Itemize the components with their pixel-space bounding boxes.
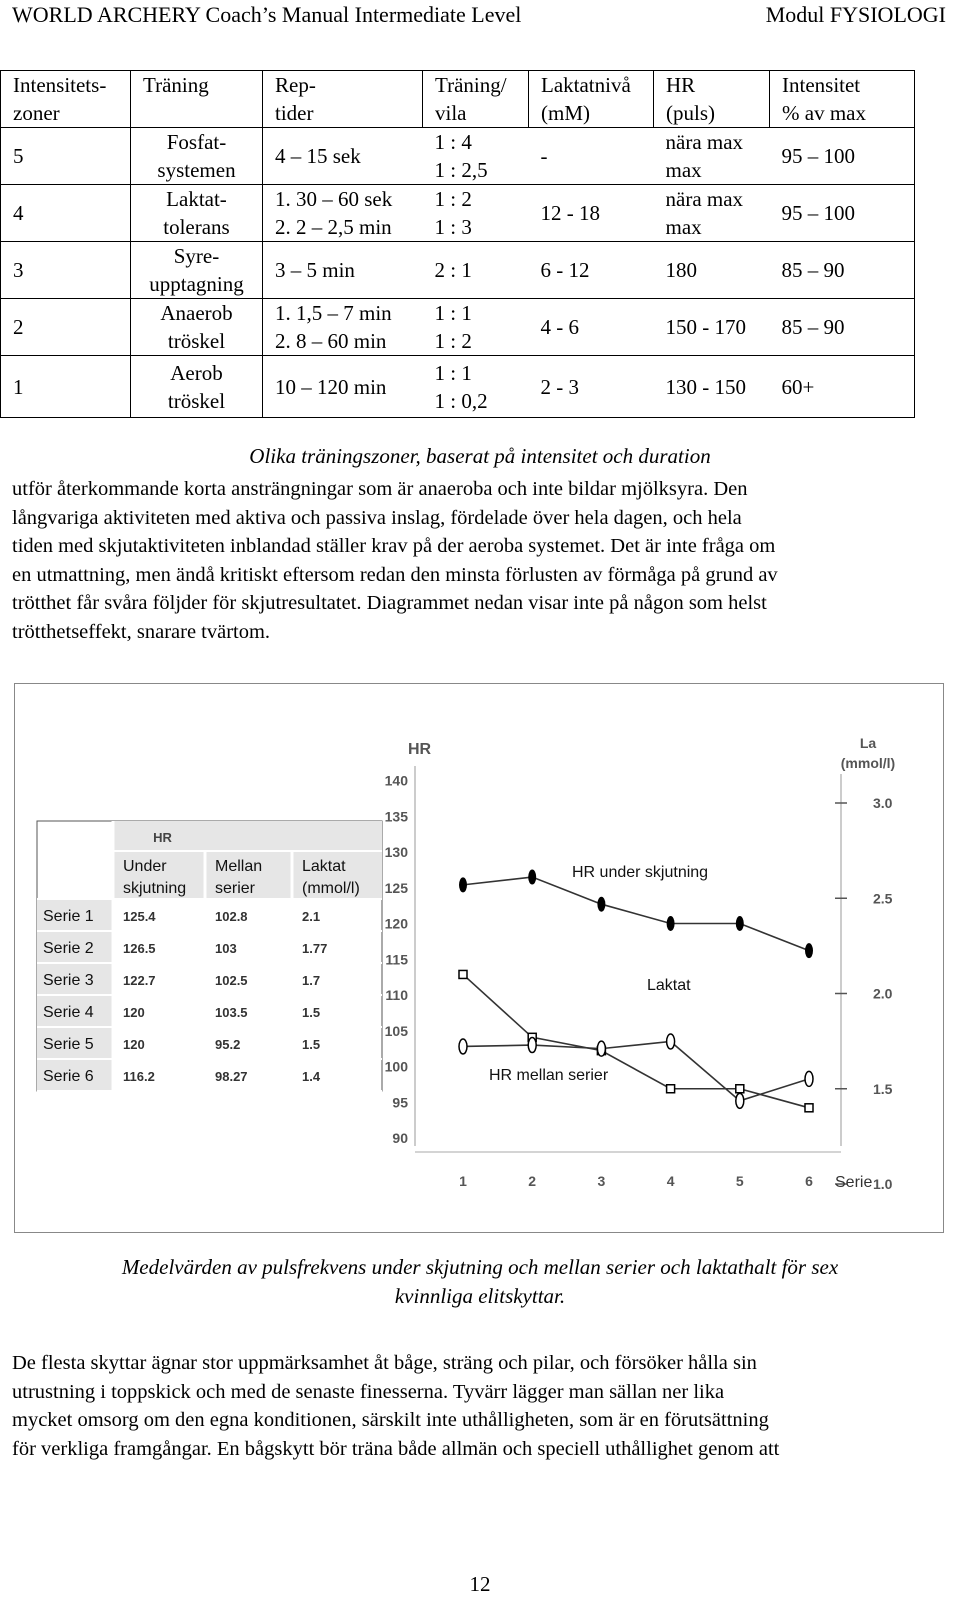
rep-cell [263,299,423,356]
rest-cell [423,299,529,356]
x-axis-tick: 3 [597,1173,606,1189]
zones-header-text: (puls) [666,101,715,125]
cell-text: Syre- [173,244,220,268]
hr-between-point [597,1041,605,1056]
paragraph2-line: för verkliga framgångar. En bågskytt bör träna både allmän och speciell uthållighet genom att [12,1437,780,1460]
page-header [0,0,960,28]
zones-table-caption: Olika träningszoner, baserat på intensitet och duration [249,444,711,468]
figure-table-cell: 95.2 [215,1037,241,1052]
zones-header-text: vila [435,101,467,125]
x-axis-tick: 1 [459,1173,467,1189]
zones-header-text: Träning [143,73,209,97]
paragraph-1 [12,475,948,647]
hr-cell [654,185,770,242]
zone-cell: 1 [1,356,131,418]
training-cell [131,185,263,242]
header-module: Modul FYSIOLOGI [765,2,946,27]
intensity-cell: 60+ [770,356,915,418]
figure-table-cell: 125.4 [123,909,156,924]
zone-cell: 4 [1,185,131,242]
lactate-point [805,1104,813,1112]
cell-text: 1 : 2 [434,187,472,211]
figure-table-cell: 116.2 [123,1069,155,1084]
figure-table-cell: 120 [123,1005,145,1020]
cell-text: max [665,215,702,239]
figure-table-cell: 102.8 [215,909,248,924]
cell-text: nära max [665,130,744,154]
figure_caption-line: kvinnliga elitskyttar. [394,1284,566,1308]
zones-header-cell [423,71,529,128]
hr-cell [654,242,770,299]
lactate-point [667,1085,675,1093]
figure-table-cell: 1.4 [302,1069,321,1084]
left-axis-tick: 110 [385,987,408,1003]
left-axis-tick: 120 [384,915,408,932]
figure-table-group-header: HR [153,830,172,845]
right-axis-tick: 1.0 [873,1176,893,1192]
zone-cell: 3 [1,242,131,299]
left-axis-tick: 90 [392,1130,408,1146]
rep-cell [263,128,423,185]
table-row [1,299,915,356]
training-cell [131,356,263,418]
figure-table-row-label: Serie 6 [43,1068,94,1085]
figure-table-cell: 103.5 [215,1005,248,1020]
hr-between-point [805,1071,813,1086]
header-title: WORLD ARCHERY Coach’s Manual Intermediate Level [12,2,522,27]
figure-table-cell: 98.27 [215,1069,248,1084]
left-axis-tick: 95 [392,1094,408,1111]
paragraph1-line: trötthet får svåra följder för skjutresultatet. Diagrammet nedan visar inte på någon som helst [12,592,767,615]
cell-text: 1. 30 – 60 sek [275,187,393,211]
paragraph1-line: en utmattning, men ändå kritiskt eftersom redan den minsta förlusten av förmåga på grund av [12,563,778,586]
cell-text: nära max [665,187,744,211]
cell-text: tröskel [167,388,226,413]
hr-cell [654,299,770,356]
figure-table-row-label: Serie 5 [43,1036,94,1053]
training-cell [131,128,263,185]
x-axis-tick: 6 [805,1173,813,1189]
paragraph2-line: mycket omsorg om den egna konditionen, särskilt inte uthålligheten, som är en förutsättning [12,1409,769,1432]
cell-text: 130 - 150 [665,374,746,399]
left-axis-label: HR [408,741,432,758]
hr-cell [654,356,770,418]
rest-cell [423,185,529,242]
hr-between-point [736,1093,744,1108]
paragraph2-line: De flesta skyttar ägnar stor uppmärksamhet åt båge, sträng och pilar, och försöker hålla sin [12,1352,757,1374]
rest-cell [423,128,529,185]
cell-text: 1 : 1 [434,301,472,325]
lactate-cell: 2 - 3 [529,356,654,418]
cell-text: 2 : 1 [434,258,472,282]
hr-cell [654,128,770,185]
figure-table-col-header: serier [215,880,256,897]
hr-under-point [597,897,605,912]
figure-table-cell: 1.7 [302,973,321,988]
cell-text: 180 [665,258,697,282]
training-zones-table [0,70,915,418]
zones-header-text: tider [275,101,314,125]
page-number: 12 [469,1572,491,1596]
cell-text: systemen [157,158,236,182]
figure-table-cell: 1.77 [302,941,328,956]
hr-between-point [459,1039,467,1054]
zones-header-cell [770,71,915,128]
right-axis-label: (mmol/l) [840,755,896,771]
hr-under-point [736,916,744,931]
zones-header-text: Intensitets- [13,73,107,97]
intensity-cell: 85 – 90 [770,299,915,356]
left-axis-tick: 100 [384,1058,408,1075]
cell-text: 1 : 3 [434,215,472,239]
cell-text: max [665,158,702,182]
zones-header-text: Laktatnivå [541,73,631,97]
left-axis-tick: 105 [384,1022,408,1039]
hr-under-point [459,877,467,892]
training-cell [131,299,263,356]
right-axis-tick: 3.0 [873,795,893,811]
cell-text: 1 : 0,2 [434,388,488,413]
x-axis-tick: 2 [528,1173,537,1189]
cell-text: 4 – 15 sek [275,144,361,168]
cell-text: 1 : 2 [434,329,472,353]
x-axis-label: Serie [835,1174,873,1191]
figure-table-cell: 103 [215,941,237,956]
figure-table-row-label: Serie 1 [43,908,94,925]
zones-header-cell [529,71,654,128]
lactate-cell: - [529,128,654,185]
rep-cell [263,185,423,242]
left-axis-tick: 115 [385,951,408,968]
figure-table-cell: 120 [123,1037,145,1052]
cell-text: Anaerob [160,301,233,325]
paragraph-2 [12,1349,948,1463]
figure-table-col-header: Under [123,858,167,875]
lactate-cell: 12 - 18 [529,185,654,242]
cell-text: 1. 1,5 – 7 min [275,301,392,325]
lactate-point [459,970,467,978]
zone-cell: 2 [1,299,131,356]
figure-table-cell: 122.7 [123,973,156,988]
lactate-cell: 4 - 6 [529,299,654,356]
figure-table-row-label: Serie 2 [43,940,94,957]
zones-header-text: % av max [782,101,866,125]
figure-table-row-label: Serie 4 [43,1004,94,1021]
table-row [1,242,915,299]
hr-between-point [667,1034,675,1049]
rest-cell [423,242,529,299]
cell-text: Laktat- [166,187,227,211]
figure_caption-line: Medelvärden av pulsfrekvens under skjutning och mellan serier och laktathalt för sex [121,1255,839,1279]
cell-text: 1 : 4 [434,130,472,154]
zones-header-cell [654,71,770,128]
zone-cell: 5 [1,128,131,185]
cell-text: 10 – 120 min [275,374,387,399]
paragraph1-line: utför återkommande korta ansträngningar som är anaeroba och inte bildar mjölksyra. Den [12,478,748,500]
rep-cell [263,356,423,418]
hr-between-point [528,1038,536,1053]
paragraph1-line: trötthetseffekt, snarare tvärtom. [12,620,271,643]
intensity-cell: 95 – 100 [770,128,915,185]
figure-caption [40,1253,920,1311]
hr-under-point [528,870,536,885]
figure-table-cell: 1.5 [302,1037,321,1052]
series-label: Laktat [647,977,691,994]
zones-header-text: Rep- [275,73,316,97]
hr-under-point [667,916,675,931]
figure-table-cell: 102.5 [215,973,248,988]
left-axis-tick: 130 [384,844,408,860]
cell-text: 3 – 5 min [275,258,355,282]
intensity-cell: 95 – 100 [770,185,915,242]
cell-text: Aerob [170,360,223,385]
hr-lactate-chart [15,684,943,1232]
zones-header-cell [131,71,263,128]
hr-under-point [805,943,813,958]
x-axis-tick: 5 [735,1173,744,1189]
left-axis-tick: 140 [384,772,408,789]
cell-text: 1 : 1 [434,360,472,385]
series-line [463,877,809,951]
lactate-cell: 6 - 12 [529,242,654,299]
figure-table-col-header: skjutning [123,880,187,897]
zones-header-text: zoner [13,101,60,125]
figure-table-col-header: Laktat [302,858,346,875]
left-axis-tick: 125 [384,879,408,896]
cell-text: upptagning [149,272,244,296]
zones-header-cell [263,71,423,128]
figure-table-col-header: (mmol/l) [302,880,360,897]
figure-table-cell: 1.5 [302,1005,321,1020]
figure-table-cell: 126.5 [123,941,156,956]
cell-text: 2. 8 – 60 min [275,329,387,353]
x-axis-tick: 4 [666,1173,675,1189]
zones-header-row [1,71,915,128]
training-cell [131,242,263,299]
right-axis-tick: 2.0 [873,985,893,1002]
paragraph1-line: tiden med skjutaktiviteten inblandad ställer krav på der aeroba systemet. Det är inte fråga om [12,535,776,558]
left-axis-tick: 135 [384,808,408,825]
table-row [1,356,915,418]
figure-table-cell: 2.1 [302,909,321,924]
cell-text: 2. 2 – 2,5 min [275,215,392,239]
zones-header-text: Träning/ [435,73,507,97]
paragraph2-line: utrustning i toppskick och med de senaste finesserna. Tyvärr lägger man sällan ner lika [12,1380,725,1403]
cell-text: 150 - 170 [665,315,746,339]
lactate-point [736,1085,744,1093]
paragraph1-line: långvariga aktiviteten med aktiva och passiva inslag, fördelade över hela dagen, och hela [12,506,742,529]
figure-table-col-header: Mellan [215,858,263,875]
cell-text: tolerans [163,215,230,239]
rep-cell [263,242,423,299]
series-line [463,974,809,1107]
table-row [1,185,915,242]
figure-table-row-label: Serie 3 [43,972,94,989]
zones-header-text: Intensitet [782,73,861,97]
right-axis-tick: 2.5 [873,890,893,907]
cell-text: 1 : 2,5 [434,158,488,182]
intensity-cell: 85 – 90 [770,242,915,299]
figure [14,683,944,1233]
right-axis-tick: 1.5 [873,1080,893,1097]
series-label: HR under skjutning [572,864,709,881]
rest-cell [423,356,529,418]
zones-header-text: (mM) [541,101,590,125]
cell-text: Fosfat- [166,130,227,154]
right-axis-label: La [859,735,877,751]
series-label: HR mellan serier [489,1067,609,1084]
table-row [1,128,915,185]
cell-text: tröskel [167,329,226,353]
zones-header-text: HR [666,73,696,97]
zones-header-cell [1,71,131,128]
